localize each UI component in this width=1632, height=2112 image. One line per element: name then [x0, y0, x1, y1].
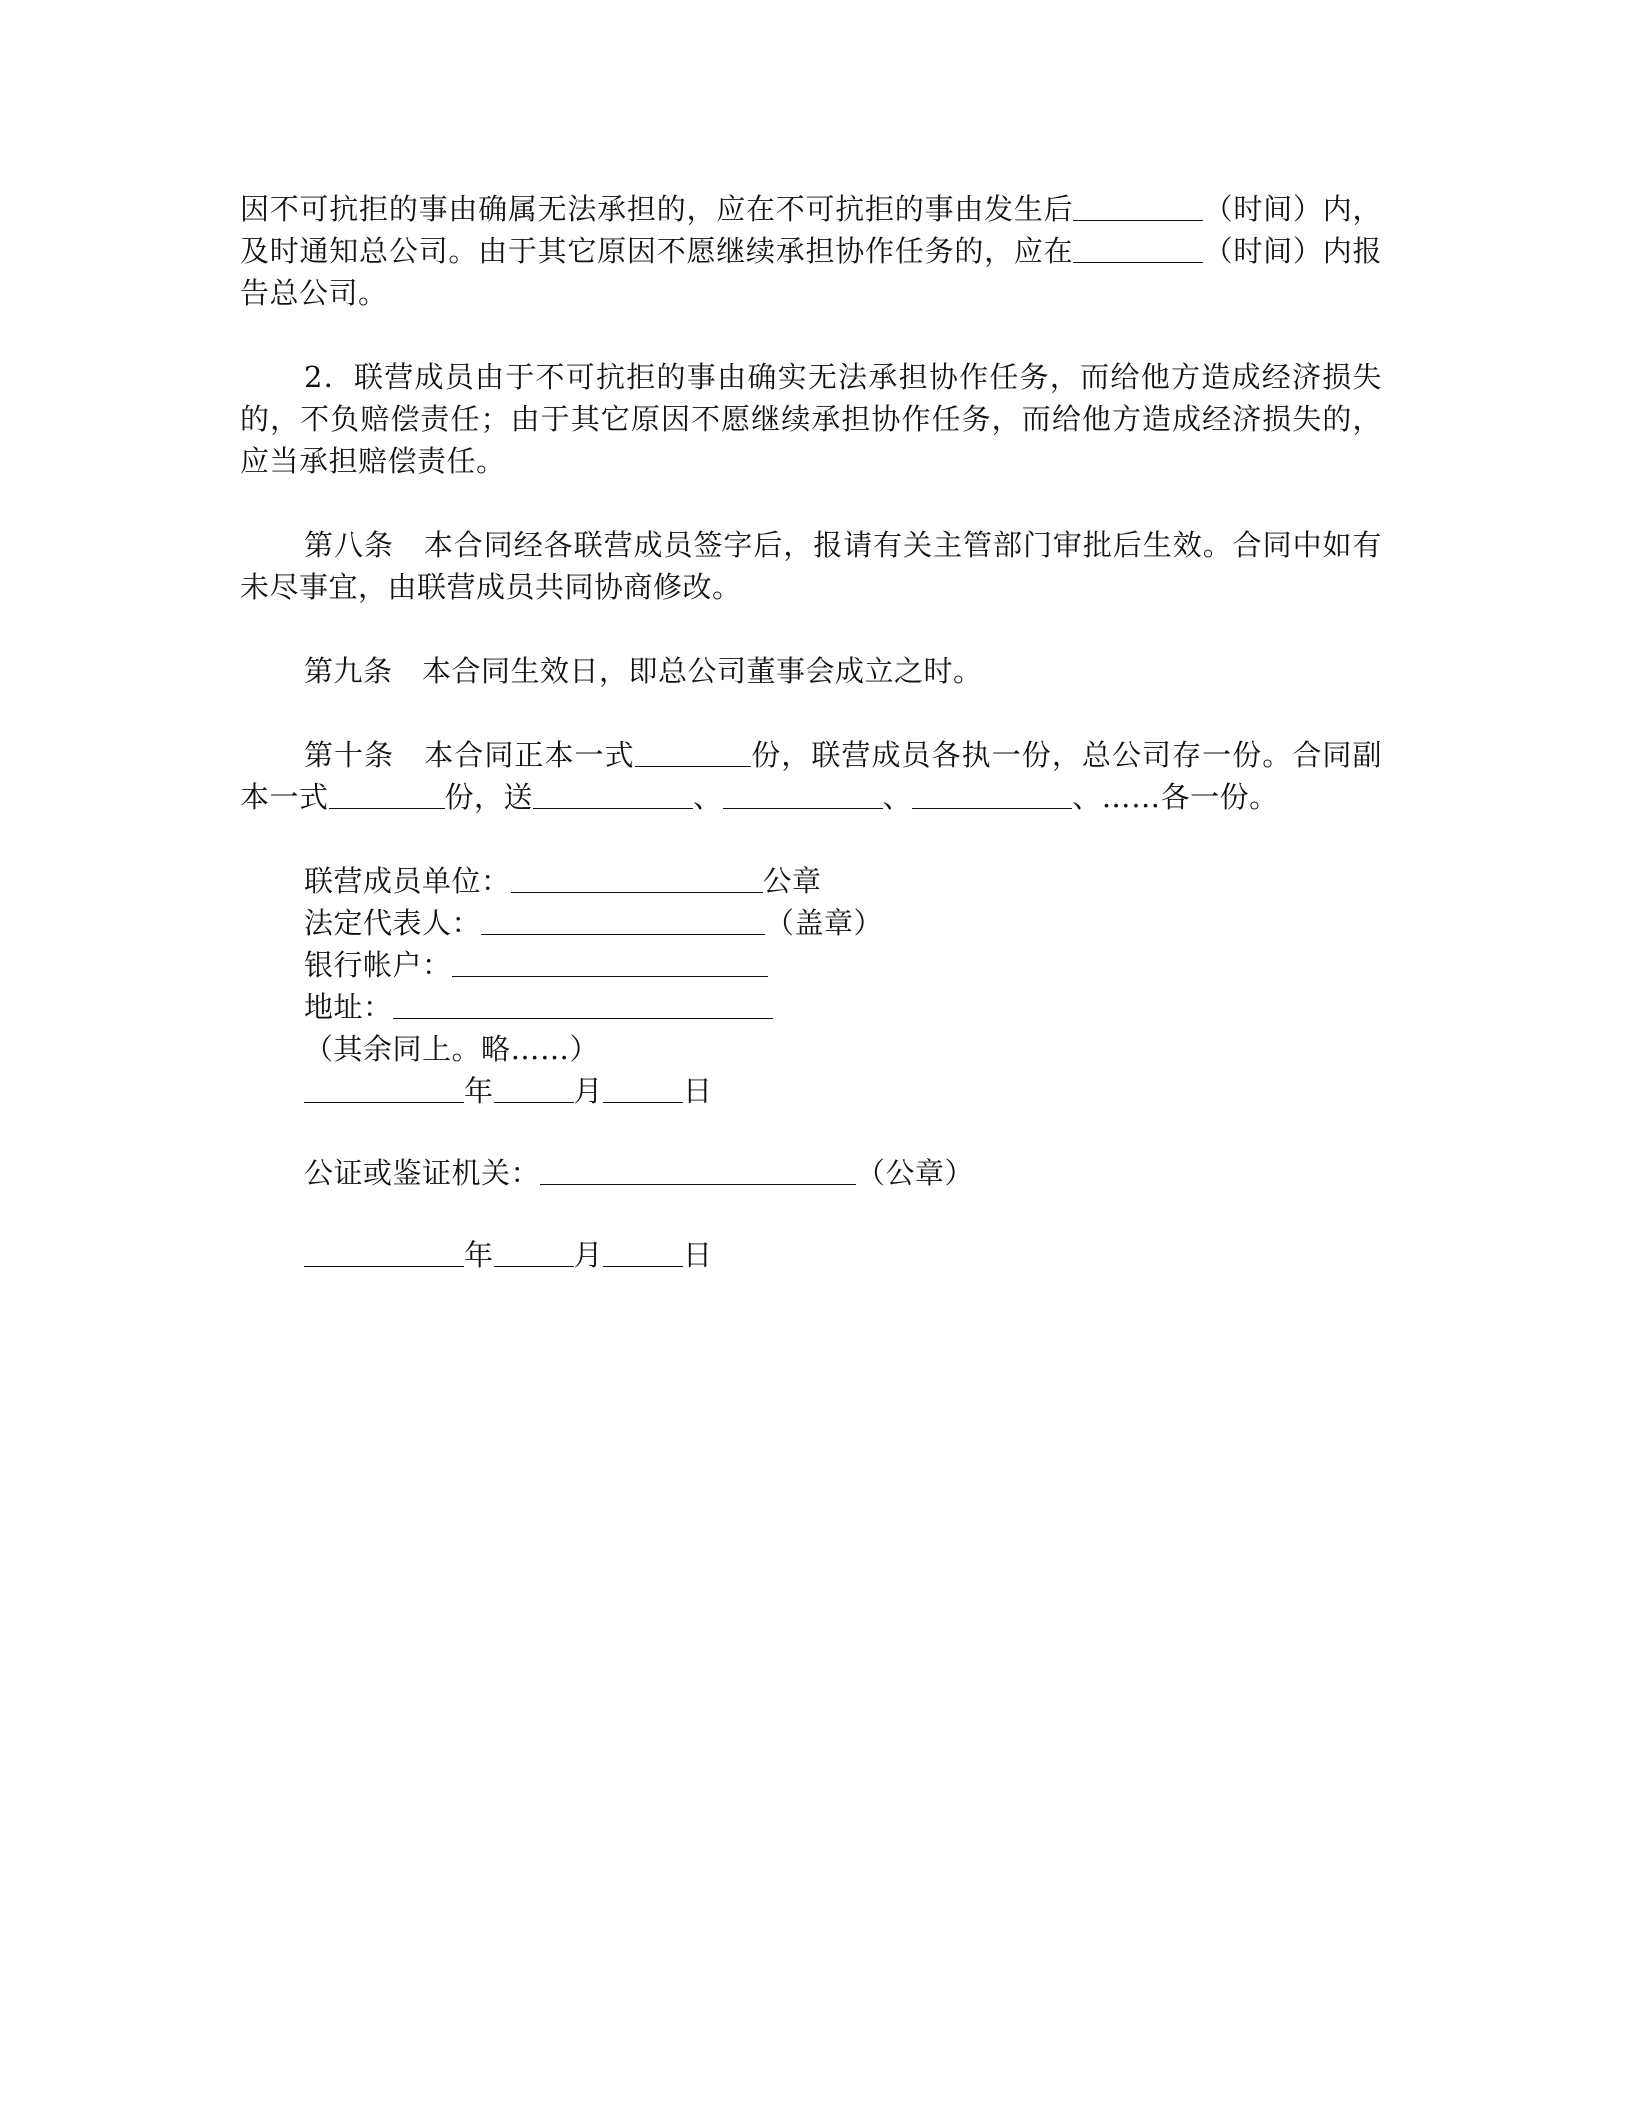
address-label: 地址：: [304, 990, 393, 1024]
blank-year: [304, 1238, 464, 1267]
blank-time-1: [1073, 192, 1203, 221]
blank-year: [304, 1074, 464, 1103]
day-label: 日: [683, 1238, 713, 1272]
blank-duplicate-copies: [329, 780, 445, 809]
blank-recipient-1: [533, 780, 693, 809]
paragraph-clause-2: 2．联营成员由于不可抗拒的事由确实无法承担协作任务，而给他方造成经济损失的，不负赔偿责任；由于其它原因不愿继续承担协作任务，而给他方造成经济损失的，应当承担赔偿责任。: [240, 360, 1382, 478]
notary-line: [304, 1152, 1382, 1194]
paragraph-article-8: 第八条 本合同经各联营成员签字后，报请有关主管部门审批后生效。合同中如有未尽事宜，由联营成员共同协商修改。: [240, 528, 1382, 604]
member-unit-label: 联营成员单位：: [304, 864, 511, 898]
blank-bank-account: [452, 948, 768, 977]
paragraph-article-9: 第九条 本合同生效日，即总公司董事会成立之时。: [304, 654, 983, 688]
month-label: 月: [573, 1074, 604, 1108]
text-segment: 第十条 本合同正本一式: [304, 738, 635, 772]
blank-recipient-2: [723, 780, 883, 809]
blank-month: [494, 1238, 574, 1267]
blank-day: [603, 1238, 683, 1267]
legal-rep-seal: （盖章）: [765, 906, 884, 940]
year-label: 年: [464, 1074, 494, 1108]
month-label: 月: [573, 1238, 604, 1272]
blank-address: [393, 990, 773, 1019]
blank-time-2: [1073, 234, 1203, 263]
notary-seal: （公章）: [856, 1156, 975, 1190]
member-unit-line: [304, 860, 1382, 902]
day-label: 日: [683, 1074, 713, 1108]
signature-block: [304, 860, 1382, 1276]
text-segment: （时间）内报告总公司。: [240, 234, 1382, 310]
paragraph-force-majeure-notice: [240, 188, 1382, 314]
text-segment: 、: [693, 780, 723, 814]
text-segment: 份，联营成员各执一份，总公司存一份。合同副本一式: [240, 738, 1382, 814]
blank-legal-rep: [481, 906, 765, 935]
bank-account-line: [304, 944, 1382, 986]
year-label: 年: [464, 1238, 494, 1272]
notary-date-line: [304, 1234, 1382, 1276]
text-segment: 份，送: [444, 780, 534, 814]
legal-rep-line: [304, 902, 1382, 944]
spacer: [304, 1112, 1382, 1152]
text-segment: 因不可抗拒的事由确属无法承担的，应在不可抗拒的事由发生后: [240, 192, 1074, 226]
paragraph-article-10: [240, 734, 1382, 818]
sign-date-line: [304, 1070, 1382, 1112]
legal-rep-label: 法定代表人：: [304, 906, 482, 940]
blank-recipient-3: [912, 780, 1072, 809]
document-page: [240, 188, 1382, 1276]
blank-month: [494, 1074, 574, 1103]
member-unit-seal: 公章: [762, 864, 822, 898]
text-segment: 、……各一份。: [1072, 780, 1279, 814]
spacer: [304, 1194, 1382, 1234]
bank-account-label: 银行帐户：: [304, 948, 452, 982]
rest-note: （其余同上。略……）: [304, 1032, 600, 1066]
text-segment: （时间）内，及时通知总公司。由于其它原因不愿继续承担协作任务的，应在: [240, 192, 1382, 268]
blank-day: [603, 1074, 683, 1103]
notary-label: 公证或鉴证机关：: [304, 1156, 541, 1190]
blank-member-unit: [511, 864, 763, 893]
text-segment: 、: [882, 780, 913, 814]
blank-original-copies: [635, 738, 751, 767]
blank-notary: [540, 1156, 856, 1185]
address-line: [304, 986, 1382, 1028]
